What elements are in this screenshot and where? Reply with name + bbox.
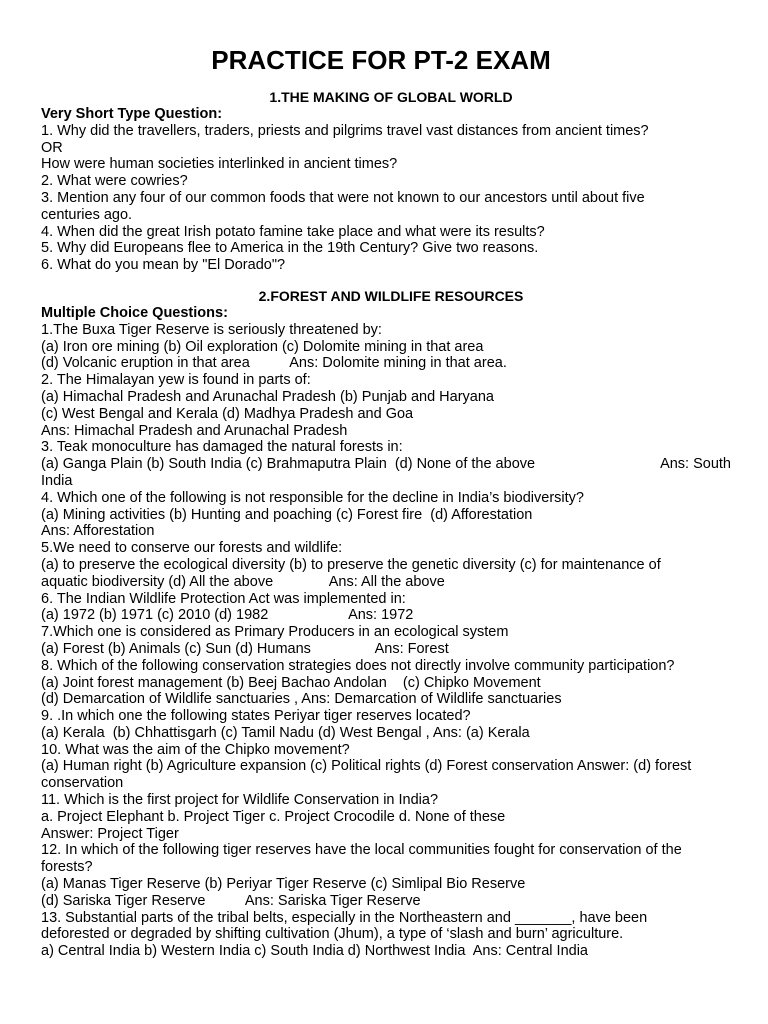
section-2-text-line: 2. The Himalayan yew is found in parts of: [41,372,311,389]
section-2-text-line: 4. Which one of the following is not responsible for the decline in India’s biodiversity? [41,489,584,506]
section-2-text-line: Ans: Afforestation [41,523,155,540]
section-1-heading: 1.THE MAKING OF GLOBAL WORLD [269,89,513,105]
section-2-text-line: (a) Forest (b) Animals (c) Sun (d) Humans Ans: Forest [41,640,449,657]
section-2-text-line: Ans: Himachal Pradesh and Arunachal Pradesh [41,422,348,439]
section-2-questions-part-b [41,473,741,960]
section-2-text-line: 5.We need to conserve our forests and wildlife: [41,540,343,557]
section-2-text-line: (a) 1972 (b) 1971 (c) 2010 (d) 1982 Ans: 1972 [41,607,414,624]
section-2-text-line: 1.The Buxa Tiger Reserve is seriously threatened by: [41,321,382,338]
section-2-text-line: India [41,472,73,489]
section-2-text-line: (a) Kerala (b) Chhattisgarh (c) Tamil Nadu (d) West Bengal , Ans: (a) Kerala [41,724,530,741]
section-2-text-line: (a) to preserve the ecological diversity (b) to preserve the genetic diversity (c) for maintenance of [41,556,661,573]
section-1-text-line: OR [41,139,63,156]
section-1-text-line: 5. Why did Europeans flee to America in the 19th Century? Give two reasons. [41,240,539,257]
section-2-text-line: 8. Which of the following conservation strategies does not directly involve community participation? [41,657,675,674]
section-2-text-line: (c) West Bengal and Kerala (d) Madhya Pradesh and Goa [41,405,414,422]
section-2-questions-part-a [41,322,741,456]
page-title: PRACTICE FOR PT-2 EXAM [211,45,551,75]
section-1-text-line: 1. Why did the travellers, traders, priests and pilgrims travel vast distances from ancient times? [41,122,649,139]
section-1-text-line: 6. What do you mean by "El Dorado"? [41,257,286,274]
section-2-heading: 2.FOREST AND WILDLIFE RESOURCES [258,287,524,304]
question-3-options: (a) Ganga Plain (b) South India (c) Brahmaputra Plain (d) None of the above [41,456,536,473]
section-1-text-line: 3. Mention any four of our common foods that were not known to our ancestors until about five [41,189,645,206]
section-1-text-line: centuries ago. [41,206,133,223]
section-1-questions [41,123,741,274]
section-2-subheading: Multiple Choice Questions: [41,304,228,321]
question-3-options-line [41,456,731,473]
section-2-text-line: 12. In which of the following tiger reserves have the local communities fought for conservation of the [41,842,682,859]
section-2-text-line: forests? [41,859,93,876]
section-2-text-line: a. Project Elephant b. Project Tiger c. Project Crocodile d. None of these [41,808,506,825]
section-2-text-line: (a) Himachal Pradesh and Arunachal Pradesh (b) Punjab and Haryana [41,388,494,405]
section-2-text-line: aquatic biodiversity (d) All the above Ans: All the above [41,573,445,590]
section-2-text-line: Answer: Project Tiger [41,825,179,842]
section-2-text-line: (d) Demarcation of Wildlife sanctuaries , Ans: Demarcation of Wildlife sanctuaries [41,691,562,708]
section-2-text-line: conservation [41,775,124,792]
section-2-text-line: 6. The Indian Wildlife Protection Act was implemented in: [41,590,406,607]
section-2-text-line: 13. Substantial parts of the tribal belts, especially in the Northeastern and _______, have been [41,909,648,926]
section-2-text-line: (a) Manas Tiger Reserve (b) Periyar Tiger Reserve (c) Simlipal Bio Reserve [41,876,526,893]
section-2-text-line: deforested or degraded by shifting cultivation (Jhum), a type of ‘slash and burn’ agriculture. [41,926,624,943]
section-2-text-line: (a) Human right (b) Agriculture expansion (c) Political rights (d) Forest conservation Answer: (d) forest [41,758,692,775]
question-3-answer: Ans: South [660,456,731,473]
section-1-text-line: 2. What were cowries? [41,173,188,190]
section-2-text-line: (d) Sariska Tiger Reserve Ans: Sariska Tiger Reserve [41,892,421,909]
section-2-text-line: a) Central India b) Western India c) South India d) Northwest India Ans: Central India [41,943,588,960]
section-1-text-line: 4. When did the great Irish potato famine take place and what were its results? [41,223,545,240]
section-1-text-line: How were human societies interlinked in ancient times? [41,156,398,173]
section-2-text-line: (a) Joint forest management (b) Beej Bachao Andolan (c) Chipko Movement [41,674,541,691]
section-2-text-line: 11. Which is the first project for Wildlife Conservation in India? [41,792,439,809]
section-2-text-line: 3. Teak monoculture has damaged the natural forests in: [41,439,403,456]
section-1-subheading: Very Short Type Question: [41,106,223,122]
section-2-text-line: 9. .In which one the following states Periyar tiger reserves located? [41,708,471,725]
section-2-text-line: 7.Which one is considered as Primary Producers in an ecological system [41,624,509,641]
section-2-text-line: (d) Volcanic eruption in that area Ans: Dolomite mining in that area. [41,355,507,372]
document-page [41,43,741,960]
section-2-text-line: 10. What was the aim of the Chipko movement? [41,741,350,758]
section-2-text-line: (a) Mining activities (b) Hunting and poaching (c) Forest fire (d) Afforestation [41,506,533,523]
section-2-text-line: (a) Iron ore mining (b) Oil exploration (c) Dolomite mining in that area [41,338,484,355]
